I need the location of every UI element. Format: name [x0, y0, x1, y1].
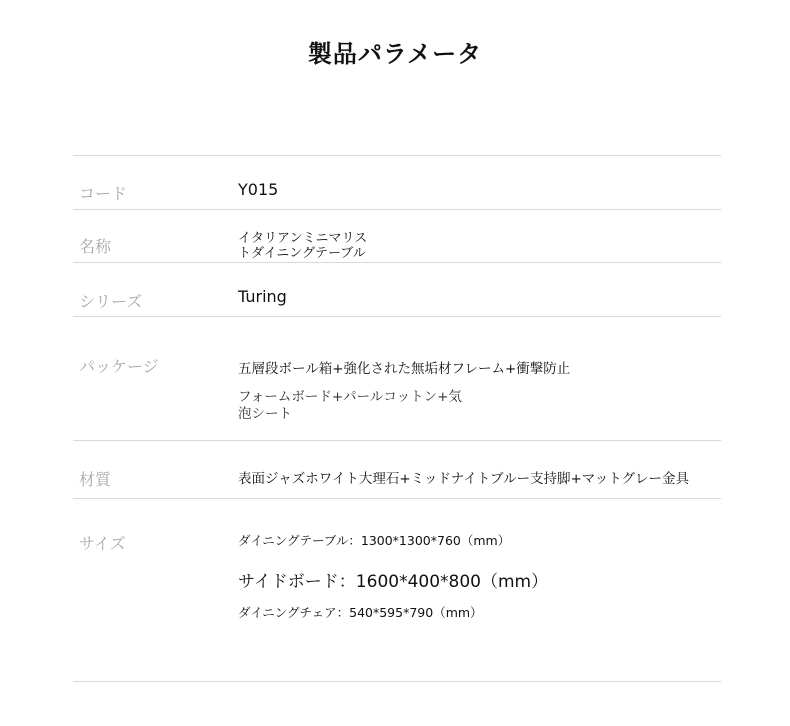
package-label: パッケージ	[79, 357, 159, 376]
package-value-line2: フォームボード+パールコットン+気	[238, 389, 462, 405]
divider	[73, 155, 721, 156]
package-value-line3: 泡シート	[238, 406, 292, 422]
name-value-line2: トダイニングテーブル	[238, 246, 366, 261]
series-label: シリーズ	[79, 292, 143, 311]
divider	[73, 440, 721, 441]
divider	[73, 262, 721, 263]
material-value: 表面ジャズホワイト大理石+ミッドナイトブルー支持脚+マットグレー金具	[238, 471, 689, 487]
divider	[73, 681, 721, 682]
divider	[73, 209, 721, 210]
size-label: サイズ	[79, 534, 126, 553]
name-value-line1: イタリアンミニマリス	[238, 231, 368, 246]
divider	[73, 316, 721, 317]
code-label: コード	[79, 184, 128, 203]
series-value: Turing	[238, 287, 287, 306]
name-value	[238, 231, 367, 261]
name-label: 名称	[79, 237, 112, 256]
package-value-line1: 五層段ボール箱+強化された無垢材フレーム+衝撃防止	[238, 361, 571, 377]
code-value: Y015	[238, 180, 279, 199]
size-value-line1: ダイニングテーブル：1300*1300*760（mm）	[238, 533, 511, 548]
size-value-line2: サイドボード：1600*400*800（mm）	[238, 572, 549, 592]
page-title: 製品パラメータ	[307, 40, 483, 68]
divider	[73, 498, 721, 499]
material-label: 材質	[79, 470, 112, 489]
size-value-line3: ダイニングチェア：540*595*790（mm）	[238, 605, 483, 620]
